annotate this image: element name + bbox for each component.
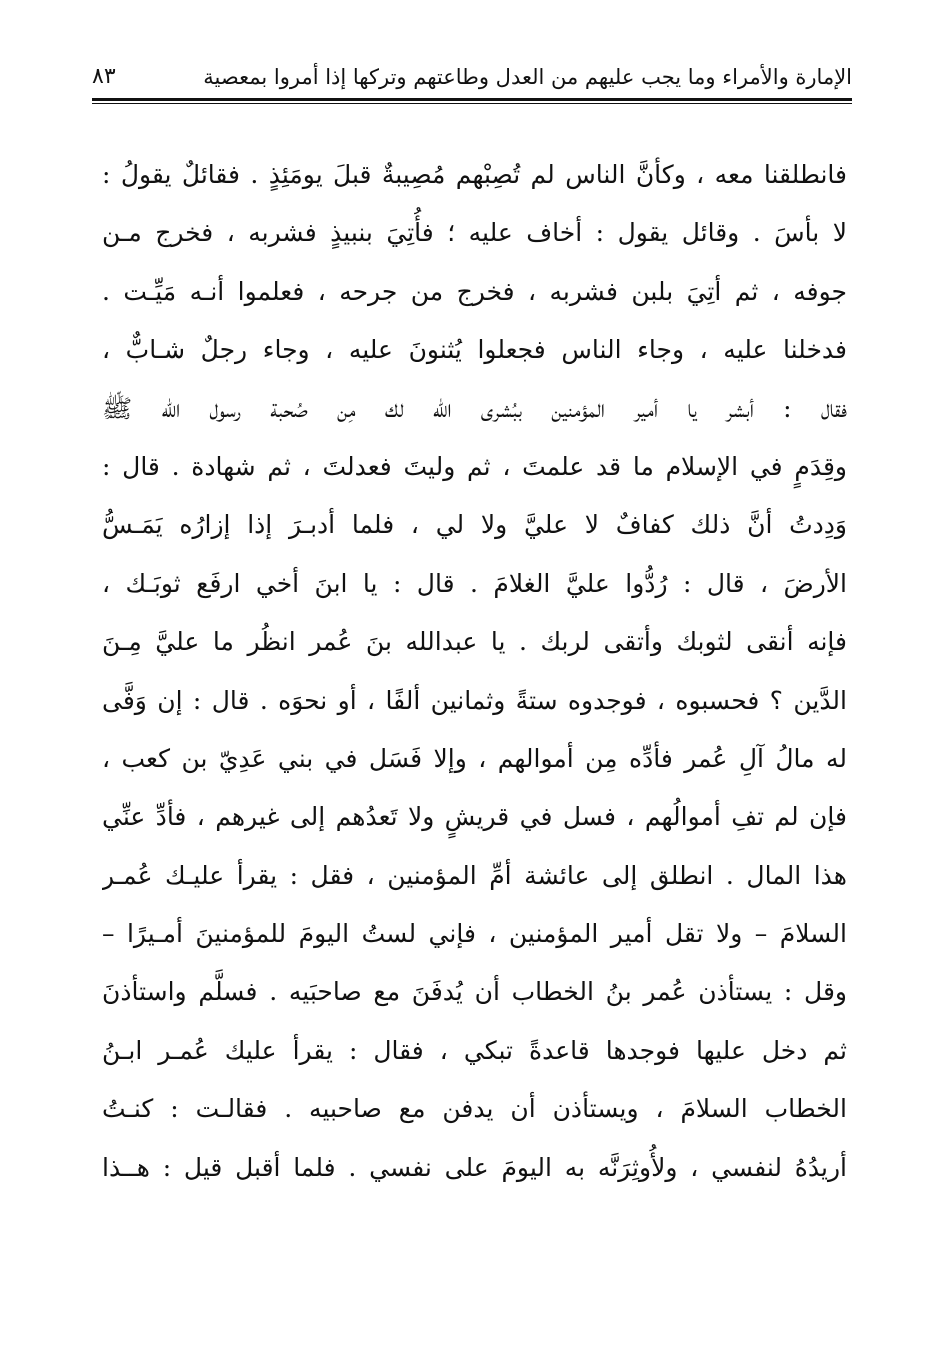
text-line: الخطاب السلامَ ، ويستأذن أن يدفن مع صاحبيه . فقالـت : كنـتُ bbox=[102, 1094, 847, 1124]
text-line: فقال : أبشر يا أمير المؤمنين ببُشرى الله لك مِن صُحبة رسول الله ﷺ bbox=[102, 393, 847, 423]
header-title: الإمارة والأمراء وما يجب عليهم من العدل وطاعتهم وتركها إذا أمروا بمعصية bbox=[203, 65, 852, 89]
text-line: الدَّين ؟ فحسبوه ، فوجدوه ستةً وثمانين ألفًا ، أو نحوَه . قال : إن وَفَّى bbox=[102, 685, 847, 715]
text-line: أريدُهُ لنفسي ، ولأُوثِرَنَّه به اليومَ على نفسي . فلما أقبل قيل : هــذا bbox=[102, 1152, 847, 1182]
text-line: السلامَ – ولا تقل أمير المؤمنين ، فإني لستُ اليومَ للمؤمنينَ أمـيرًا – bbox=[102, 919, 847, 949]
text-line: له مالُ آلِ عُمر فأدِّه مِن أموالهم ، وإلا فَسَل في بني عَدِيّ بن كعب ، bbox=[102, 743, 847, 773]
text-line: فانطلقنا معه ، وكأنَّ الناس لم تُصِبْهم مُصِيبةٌ قبلَ يومَئِذٍ . فقائلٌ يقولُ : bbox=[102, 160, 847, 189]
body-text bbox=[102, 146, 847, 1197]
text-line: الأرضَ ، قال : رُدُّوا عليَّ الغلامَ . قال : يا ابنَ أخي ارفَع ثوبَـك ، bbox=[102, 568, 847, 598]
running-header bbox=[92, 60, 852, 96]
text-line: وقل : يستأذن عُمر بنُ الخطاب أن يُدفَنَ مع صاحبَيه . فسلَّم واستأذنَ bbox=[102, 977, 847, 1007]
text-line: فإن لم تفِ أموالُهم ، فسل في قريشٍ ولا تَعدُهم إلى غيرهم ، فأدِّ عنِّي bbox=[102, 802, 847, 832]
text-line: هذا المال . انطلق إلى عائشة أمِّ المؤمنين ، فقل : يقرأ عليـك عُمـر bbox=[102, 860, 847, 890]
text-line: فإنه أنقى لثوبك وأتقى لربك . يا عبدالله بنَ عُمر انظُر ما عليَّ مِـنَ bbox=[102, 627, 847, 657]
text-line: وقِدَمٍ في الإسلام ما قد علمتَ ، ثم وليتَ فعدلتَ ، ثم شهادة . قال : bbox=[102, 451, 847, 481]
page-number: ٨٣ bbox=[92, 64, 116, 89]
text-line: جوفه ، ثم أتِيَ بلبن فشربه ، فخرج من جرحه ، فعلموا أنـه مَيِّـت . bbox=[102, 276, 847, 306]
text-line: ثم دخل عليها فوجدها قاعدةً تبكي ، فقال : يقرأ عليك عُمـر ابـنُ bbox=[102, 1035, 847, 1065]
header-rule-thin bbox=[92, 103, 852, 104]
text-line: لا بأسَ . وقائل يقول : أخاف عليه ؛ فأُتِيَ بنبيذٍ فشربه ، فخرج مـن bbox=[102, 218, 847, 248]
text-line: وَدِدتُ أنَّ ذلك كفافٌ لا عليَّ ولا لي ، فلما أدبـرَ إذا إزارُه يَمَـسُّ bbox=[102, 510, 847, 540]
header-rule-thick bbox=[92, 98, 852, 101]
text-line: فدخلنا عليه ، وجاء الناس فجعلوا يُثنونَ عليه ، وجاء رجلٌ شـابٌّ ، bbox=[102, 335, 847, 365]
